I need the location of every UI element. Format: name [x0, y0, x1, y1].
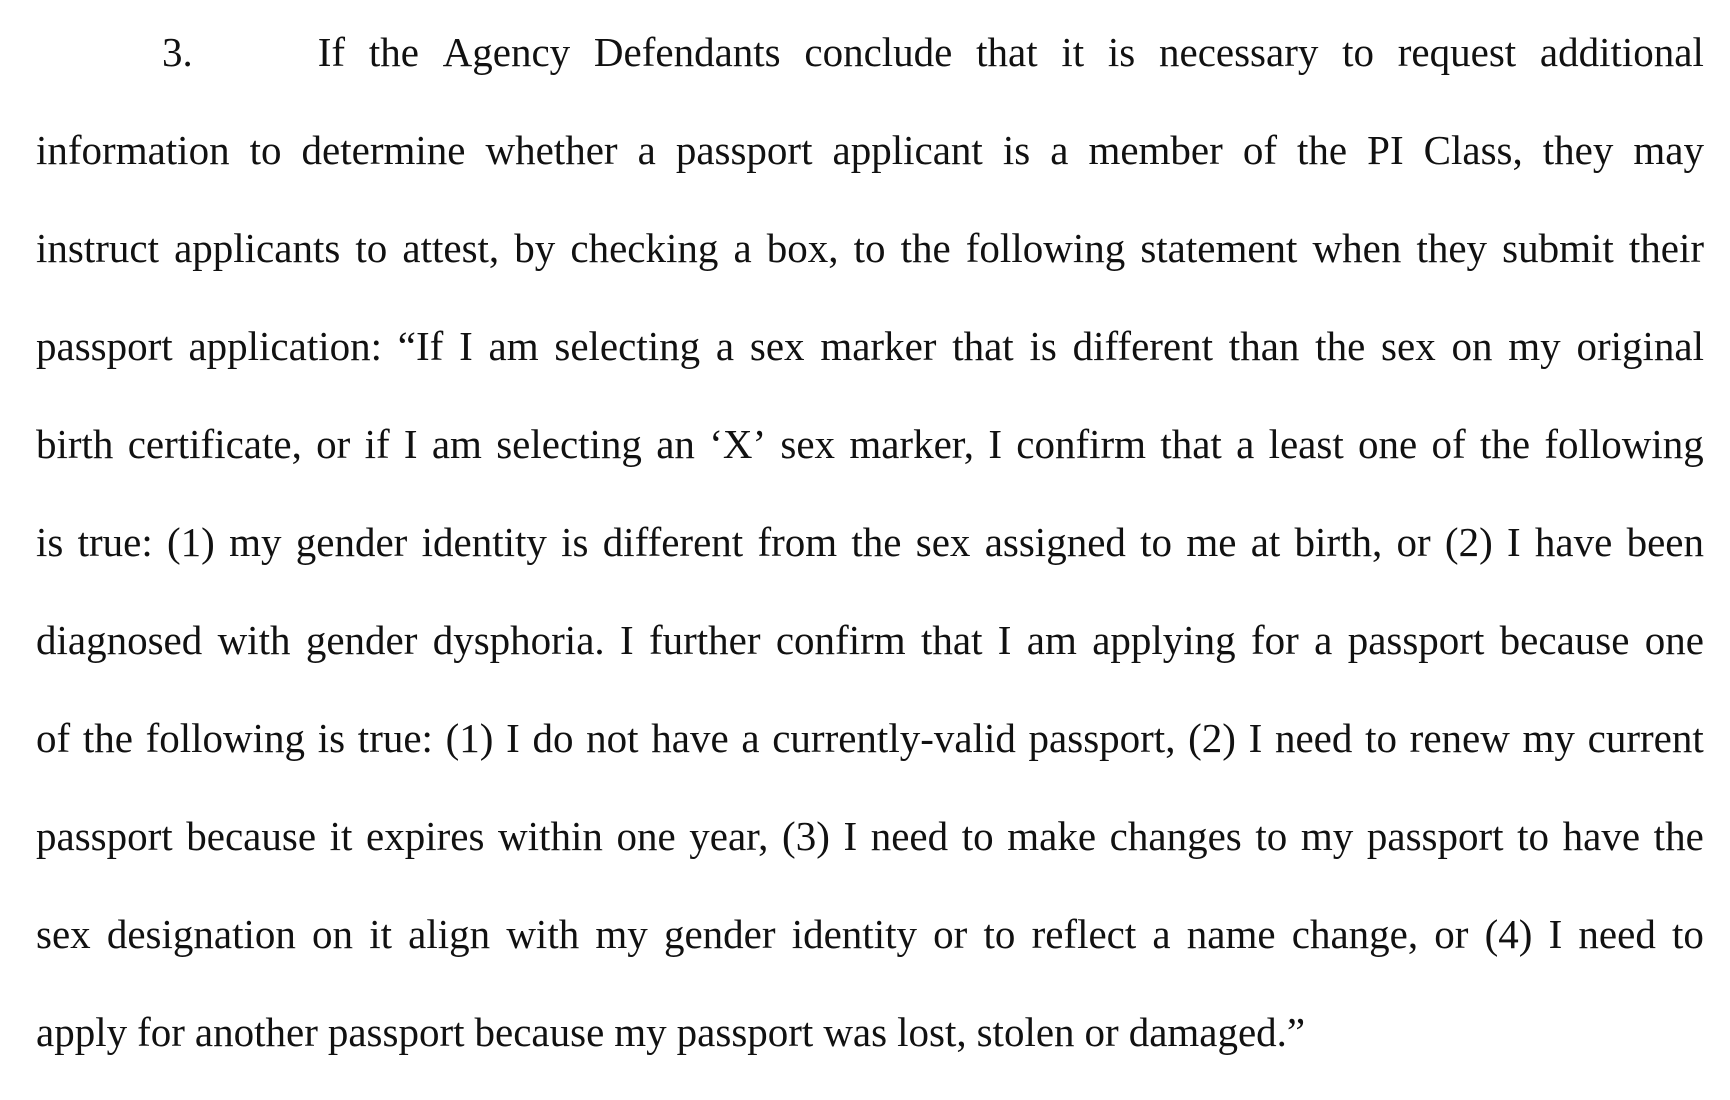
word: a	[1236, 421, 1255, 467]
text-line-3	[36, 218, 1704, 316]
word: is	[317, 715, 346, 761]
word: do	[532, 715, 574, 761]
word: an	[656, 421, 695, 467]
word: that	[1160, 421, 1222, 467]
word: to	[1342, 29, 1375, 75]
word: box,	[766, 225, 839, 271]
word: my	[1522, 715, 1575, 761]
word: align	[408, 911, 491, 957]
word: (2)	[1188, 715, 1236, 761]
word: passport,	[1028, 715, 1176, 761]
word: it	[329, 813, 353, 859]
word: passport	[36, 323, 173, 369]
word: that	[976, 29, 1038, 75]
word: original	[1576, 323, 1704, 369]
word: birth	[36, 421, 114, 467]
word: is	[1107, 29, 1136, 75]
word: for	[1251, 617, 1299, 663]
word: least	[1268, 421, 1344, 467]
word: following	[1544, 421, 1704, 467]
word: Agency	[442, 29, 571, 75]
word: a	[1152, 911, 1171, 957]
word: have	[651, 715, 729, 761]
word: applying	[1092, 617, 1236, 663]
word: I	[403, 421, 418, 467]
word: a	[1314, 617, 1333, 663]
word: with	[217, 617, 291, 663]
word: sex	[36, 911, 91, 957]
word: I	[506, 715, 520, 761]
word: one	[1644, 617, 1704, 663]
word: the	[1653, 813, 1704, 859]
text-line-2	[36, 120, 1704, 218]
word: certificate,	[127, 421, 302, 467]
word: lost,	[897, 1009, 967, 1055]
paragraph-number: 3.	[162, 29, 193, 75]
word: marker,	[849, 421, 975, 467]
word: confirm	[1016, 421, 1147, 467]
word: to	[1365, 715, 1397, 761]
word: necessary	[1159, 29, 1319, 75]
word: a	[715, 323, 735, 369]
text-line-5	[36, 414, 1704, 512]
word: of	[1431, 421, 1466, 467]
word: to	[983, 911, 1016, 957]
word: name	[1186, 911, 1276, 957]
word: following	[965, 225, 1126, 271]
word: passport	[36, 813, 173, 859]
word: one	[616, 813, 676, 859]
word: expires	[366, 813, 485, 859]
word: diagnosed	[36, 617, 203, 663]
word: to	[961, 813, 994, 859]
word: the	[368, 29, 419, 75]
word: checking	[570, 225, 719, 271]
word: selecting	[496, 421, 642, 467]
word: identity	[791, 911, 917, 957]
word: am	[1026, 617, 1077, 663]
word: or	[316, 421, 351, 467]
word: because	[186, 813, 317, 859]
word: conclude	[804, 29, 953, 75]
word: Class,	[1423, 127, 1523, 173]
word: I	[988, 421, 1002, 467]
word: am	[488, 323, 539, 369]
word: gender	[295, 519, 408, 565]
word: of	[1242, 127, 1277, 173]
word: passport	[327, 1009, 465, 1055]
word: marker	[820, 323, 937, 369]
word: changes	[1109, 813, 1242, 859]
word: need	[870, 813, 949, 859]
word: my	[1300, 813, 1354, 859]
word: stolen	[976, 1009, 1075, 1055]
word: am	[431, 421, 482, 467]
text-line-4	[36, 316, 1704, 414]
word: sex	[915, 519, 971, 565]
word: the	[1479, 421, 1531, 467]
word: currently-valid	[772, 715, 1016, 761]
word: on	[1451, 323, 1493, 369]
word: PI	[1367, 127, 1404, 173]
word: true:	[357, 715, 433, 761]
word: me	[1186, 519, 1237, 565]
word: my	[1508, 323, 1561, 369]
word: is	[1029, 323, 1057, 369]
word: current	[1587, 715, 1704, 761]
text-line-6	[36, 512, 1704, 610]
word: sex	[780, 421, 836, 467]
word: because	[1499, 617, 1630, 663]
word: to	[1672, 911, 1704, 957]
word: I	[459, 323, 473, 369]
word: to	[1140, 519, 1173, 565]
word: birth,	[1294, 519, 1383, 565]
word: instruct	[36, 225, 159, 271]
word: that	[920, 617, 983, 663]
word: one	[1358, 421, 1418, 467]
word: if	[364, 421, 390, 467]
word: (1)	[167, 519, 215, 565]
word: true:	[77, 519, 153, 565]
word: (4)	[1484, 911, 1533, 957]
word: they	[1416, 225, 1488, 271]
text-line-8	[36, 708, 1704, 806]
word: change,	[1291, 911, 1419, 957]
word: statement	[1140, 225, 1298, 271]
word: ‘X’	[709, 421, 767, 467]
word: member	[1088, 127, 1223, 173]
word: the	[900, 225, 951, 271]
word: Defendants	[593, 29, 781, 75]
word: applicants	[174, 225, 341, 271]
word: is	[36, 519, 64, 565]
word: or	[933, 911, 968, 957]
word: not	[586, 715, 639, 761]
word: sex	[749, 323, 805, 369]
word: If	[317, 29, 346, 75]
word: I	[1507, 519, 1521, 565]
word: passport	[675, 127, 813, 173]
word: within	[498, 813, 603, 859]
word: a	[741, 715, 760, 761]
word: (2)	[1444, 519, 1493, 565]
word: (3)	[782, 813, 830, 859]
word: applicant	[832, 127, 983, 173]
word: been	[1626, 519, 1704, 565]
word: the	[1315, 323, 1366, 369]
word: have	[1534, 519, 1613, 565]
word: I	[1548, 911, 1563, 957]
word: to	[355, 225, 388, 271]
word: to	[249, 127, 282, 173]
word: or	[1434, 911, 1469, 957]
word: apply	[36, 1009, 128, 1055]
word: the	[82, 715, 133, 761]
word: than	[1228, 323, 1300, 369]
word: gender	[663, 911, 776, 957]
word: need	[1578, 911, 1656, 957]
word: a	[637, 127, 656, 173]
word: may	[1633, 127, 1704, 173]
word: because	[474, 1009, 605, 1055]
word: to	[1517, 813, 1550, 859]
word: my	[614, 1009, 667, 1055]
word: information	[36, 127, 230, 173]
word: by	[514, 225, 556, 271]
word: passport	[676, 1009, 814, 1055]
word: on	[312, 911, 354, 957]
word: of	[36, 715, 71, 761]
word: I	[843, 813, 858, 859]
word: to	[1255, 813, 1288, 859]
word: submit	[1502, 225, 1614, 271]
word: attest,	[402, 225, 500, 271]
word: passport	[1347, 617, 1485, 663]
word: gender	[305, 617, 418, 663]
word: following	[145, 715, 306, 761]
word: passport	[1366, 813, 1504, 859]
word: whether	[485, 127, 618, 173]
word: sex	[1381, 323, 1436, 369]
word: confirm	[775, 617, 906, 663]
text-line-7	[36, 610, 1704, 708]
word: different	[602, 519, 744, 565]
word: or	[1084, 1009, 1119, 1055]
word: “If	[397, 323, 444, 369]
word: their	[1628, 225, 1704, 271]
word: it	[1061, 29, 1085, 75]
word: determine	[301, 127, 466, 173]
word: they	[1542, 127, 1614, 173]
word: a	[733, 225, 752, 271]
word: my	[229, 519, 282, 565]
word: assigned	[984, 519, 1126, 565]
word: selecting	[554, 323, 701, 369]
word: further	[648, 617, 761, 663]
text-line-1	[36, 22, 1704, 120]
word: year,	[689, 813, 769, 859]
word: for	[137, 1009, 185, 1055]
word: the	[851, 519, 902, 565]
text-line-10	[36, 904, 1704, 1002]
text-line-11	[36, 1002, 1704, 1100]
word: reflect	[1031, 911, 1137, 957]
word: (1)	[445, 715, 494, 761]
word: dysphoria.	[432, 617, 605, 663]
word: I	[1248, 715, 1263, 761]
word: different	[1072, 323, 1214, 369]
word: it	[369, 911, 392, 957]
word: or	[1396, 519, 1431, 565]
word: when	[1312, 225, 1402, 271]
word: renew	[1409, 715, 1510, 761]
word: have	[1562, 813, 1641, 859]
word: request	[1397, 29, 1517, 75]
word: I	[619, 617, 634, 663]
word: is	[1002, 127, 1031, 173]
word: is	[561, 519, 589, 565]
word: make	[1007, 813, 1097, 859]
word: designation	[106, 911, 296, 957]
word: my	[595, 911, 648, 957]
word: to	[853, 225, 886, 271]
document-page	[36, 22, 1704, 1100]
word: additional	[1539, 29, 1704, 75]
word: I	[997, 617, 1012, 663]
word: identity	[421, 519, 547, 565]
word: that	[952, 323, 1014, 369]
word: at	[1250, 519, 1281, 565]
word: damaged.”	[1128, 1009, 1306, 1055]
word: with	[506, 911, 580, 957]
word: application:	[188, 323, 382, 369]
word: was	[823, 1009, 888, 1055]
word: a	[1050, 127, 1069, 173]
text-line-9	[36, 806, 1704, 904]
word: another	[194, 1009, 318, 1055]
word: from	[757, 519, 838, 565]
word: need	[1274, 715, 1353, 761]
word: the	[1297, 127, 1348, 173]
